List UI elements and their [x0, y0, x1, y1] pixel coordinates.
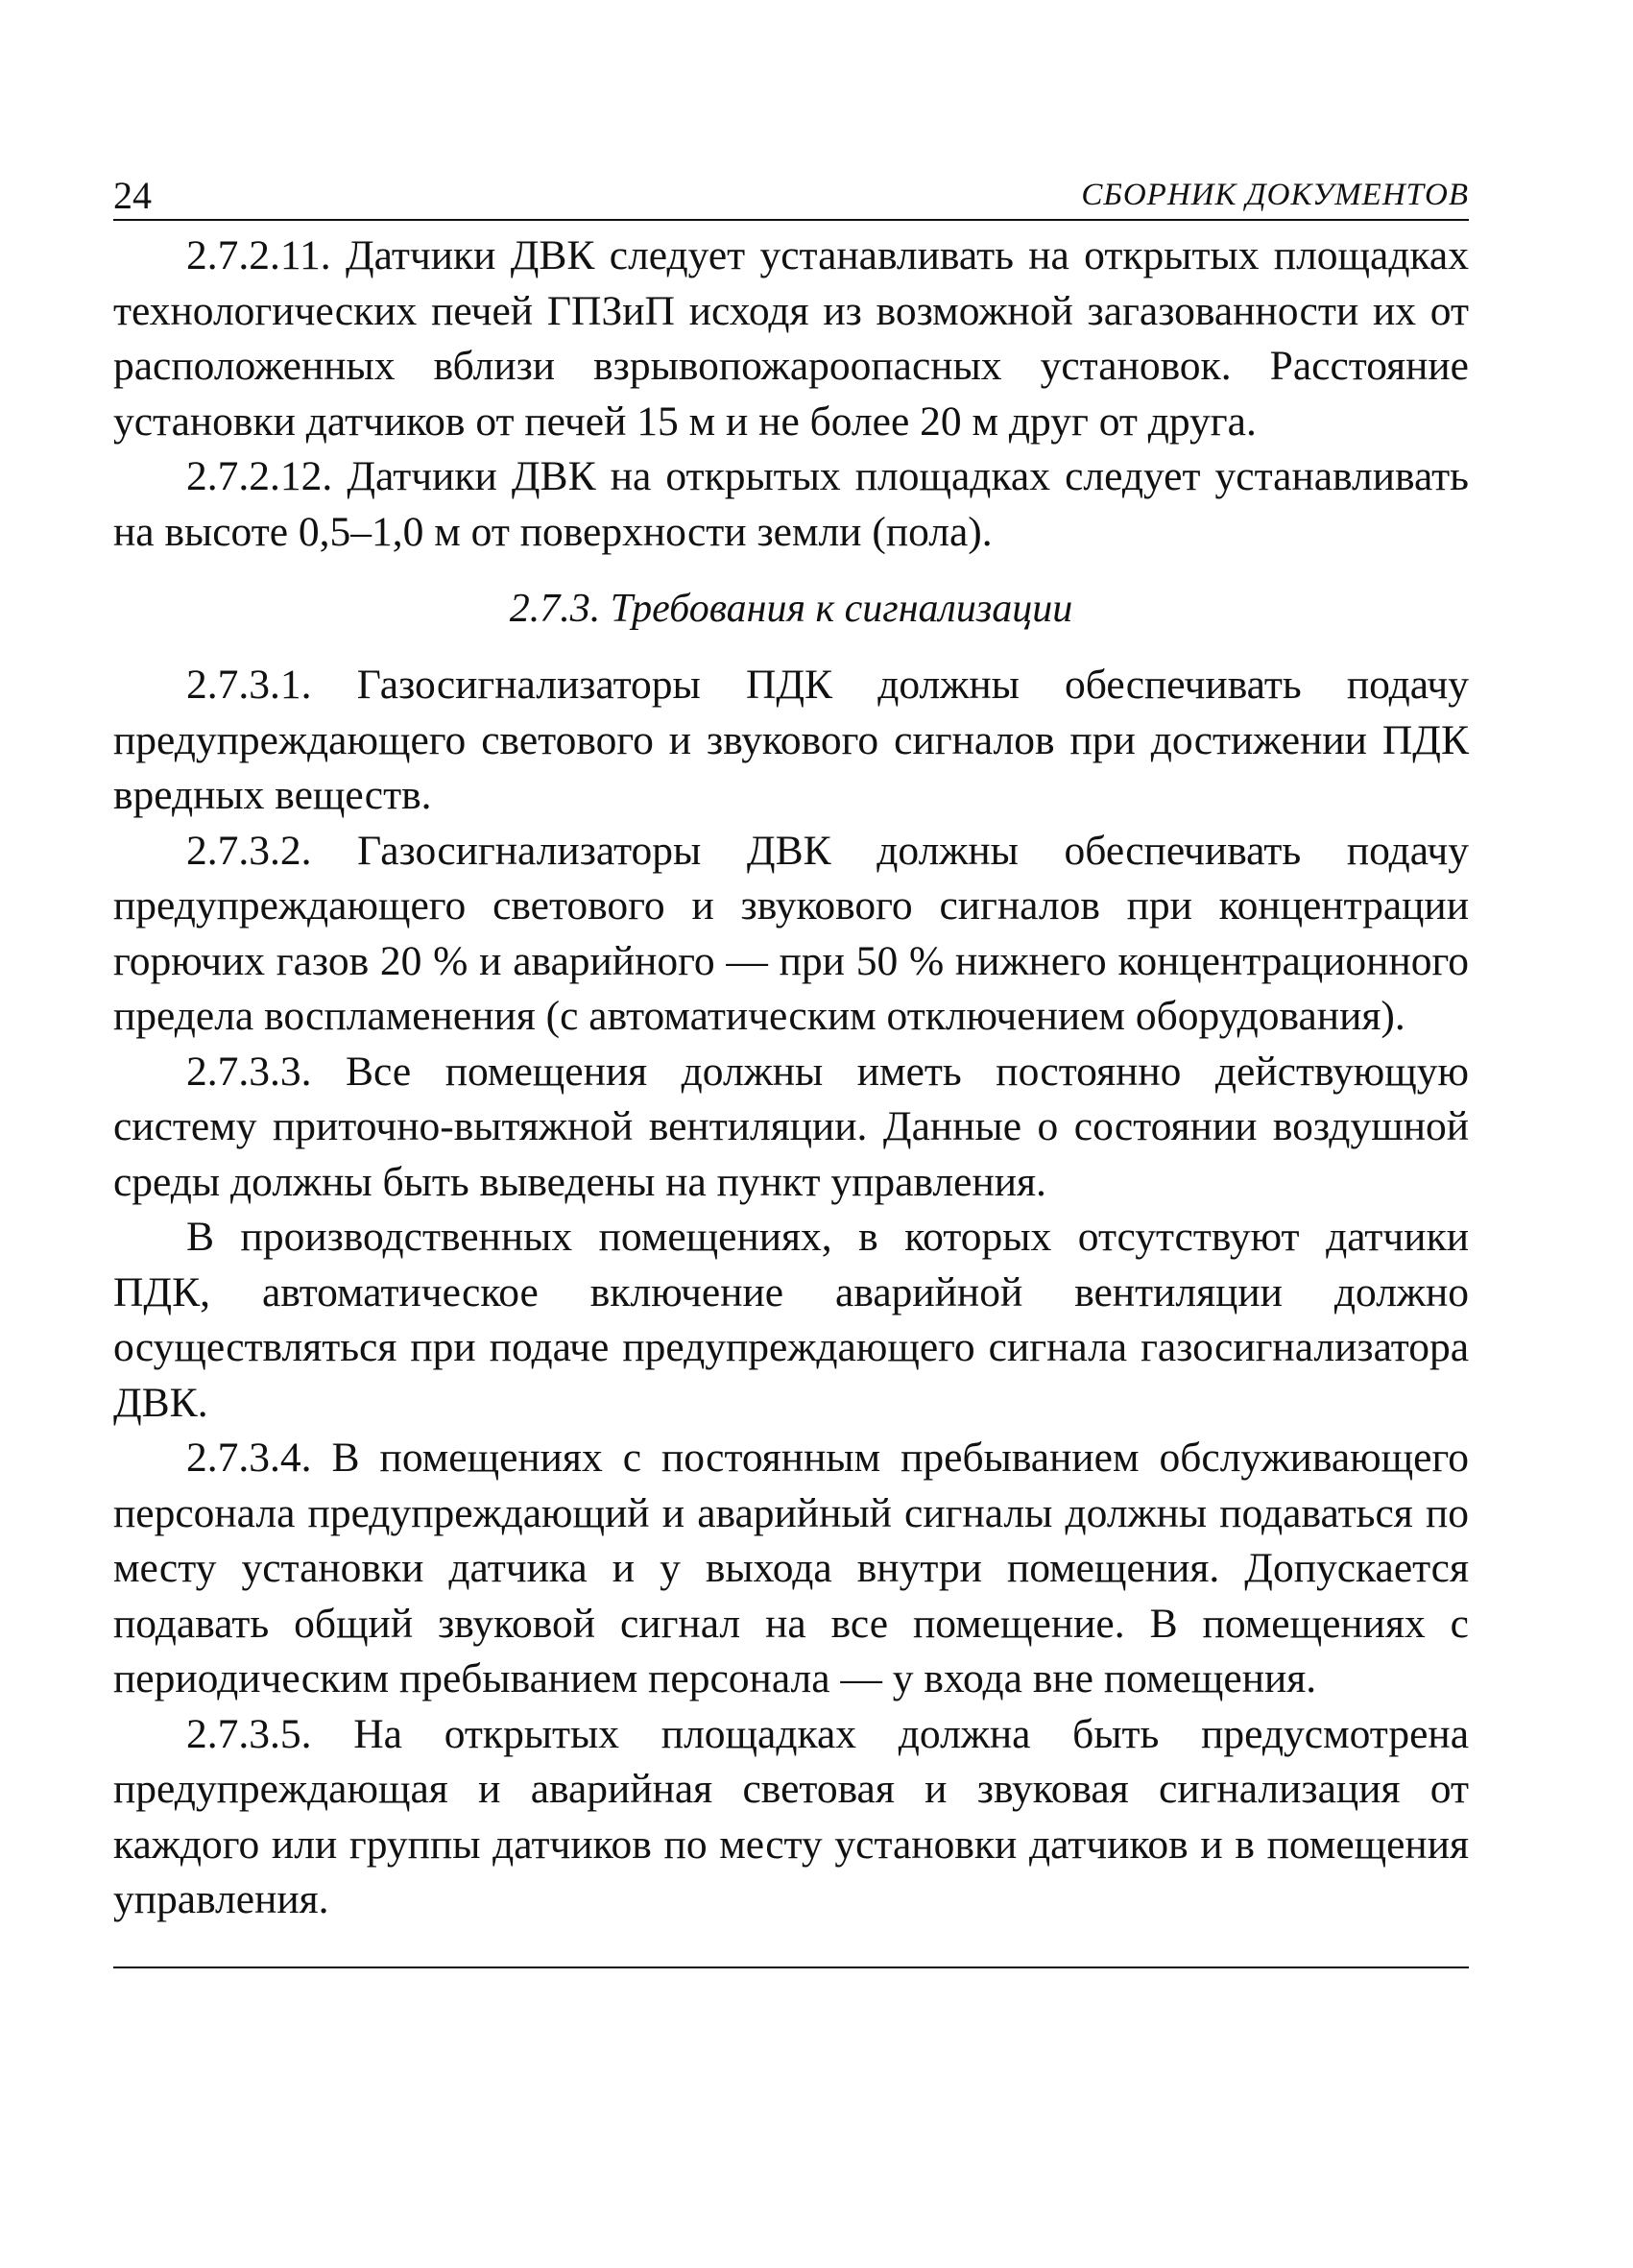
paragraph-2-7-3-1: 2.7.3.1. Газосигнализаторы ПДК должны обеспечивать подачу предупреждающего светового и звукового сигналов при достижении ПДК вредных веществ. [113, 662, 1469, 818]
paragraph-2-7-2-11: 2.7.2.11. Датчики ДВК следует устанавливать на открытых площадках технологических печей ГПЗиП исходя из возможной загазованности их от расположенных вблизи взрывопожароопасных установок. Расстояние установки датчиков от печей 15 м и не более 20 м друг от друга. [113, 232, 1469, 445]
page-body [113, 221, 1469, 1928]
paragraph-2-7-3-3: 2.7.3.3. Все помещения должны иметь постоянно действующую систему приточно-вытяжной вентиляции. Данные о состоянии воздушной среды должны быть выведены на пункт управления. [113, 1048, 1469, 1205]
running-title: СБОРНИК ДОКУМЕНТОВ [1081, 178, 1469, 212]
document-page [113, 163, 1469, 1968]
paragraph-2-7-3-4: 2.7.3.4. В помещениях с постоянным пребыванием обслуживающего персонала предупреждающий и аварийный сигналы должны подаваться по месту установки датчика и у выхода внутри помещения. Допускается подавать общий звуковой сигнал на все помещение. В помещениях с периодическим пребыванием персонала — у входа вне помещения. [113, 1435, 1469, 1701]
page-header [113, 163, 1469, 221]
section-heading: 2.7.3. Требования к сигнализации [509, 587, 1073, 631]
page-number: 24 [113, 174, 152, 217]
paragraph-2-7-3-2: 2.7.3.2. Газосигнализаторы ДВК должны обеспечивать подачу предупреждающего светового и звукового сигналов при концентрации горючих газов 20 % и аварийного — при 50 % нижнего концентрационного предела воспламенения (с автоматическим отключением оборудования). [113, 827, 1469, 1039]
paragraph-ventilation: В производственных помещениях, в которых отсутствуют датчики ПДК, автоматическое включение аварийной вентиляции должно осуществляться при подаче предупреждающего сигнала газосигнализатора ДВК. [113, 1214, 1469, 1426]
footer-rule [113, 1966, 1469, 1968]
paragraph-2-7-3-5: 2.7.3.5. На открытых площадках должна быть предусмотрена предупреждающая и аварийная световая и звуковая сигнализация от каждого или группы датчиков по месту установки датчиков и в помещения управления. [113, 1710, 1469, 1922]
paragraph-2-7-2-12: 2.7.2.12. Датчики ДВК на открытых площадках следует устанавливать на высоте 0,5–1,0 м от поверхности земли (пола). [113, 453, 1469, 555]
